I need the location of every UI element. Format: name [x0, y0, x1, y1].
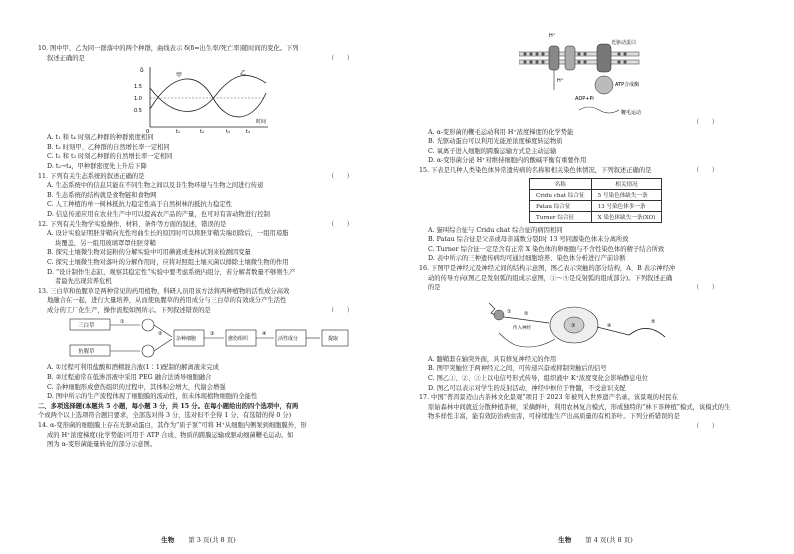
q13-line: 地融合在一起，进行大量培养，从而使鱼腥草的药用成分与三白草的有效成分产生活性: [47, 297, 287, 305]
q10-option-c: C. t₂ 和 t₃ 时刻乙种群的自然增长率一定相同: [47, 153, 173, 161]
graph-tick: t₂: [200, 129, 204, 134]
q11-option-a: A. 生态系统中的信息只能在不同生物之间以及非生物环境与生物之间进行传递: [47, 182, 264, 190]
flow-box-5: 活性成分: [278, 336, 299, 343]
q16-line: 的是 （ ）: [428, 284, 718, 292]
q12-line: A. 设计实验证明胚芽鞘向光性弯曲生长的原因时可以将胚芽鞘尖端切除后，一组用琼脂: [47, 230, 289, 238]
q14-line: 图为 α-变形菌能量转化的部分示意图。: [47, 441, 157, 449]
q12-line: B. 探究土壤微生物对淀粉的分解实验中可用碘液或斐林试剂来检测因变量: [47, 249, 251, 257]
graph-ytick: 1.0: [134, 96, 142, 103]
flow-step-4: ④: [262, 331, 267, 338]
q10-option-b: B. t₂ 时刻甲、乙种群的自然增长率一定相同: [47, 143, 170, 151]
q15-option-c: C. Turner 综合征一定是含有正常 X 染色体的卵细胞与不含性染色体的精子结合所致: [428, 245, 665, 253]
q13-option-a: A. ①过程可利用盐酸和酒精混合液(1∶1)配制的解离液来完成: [47, 364, 219, 372]
q12-line: C. 探究土壤微生物对落叶的分解作用时，应将对照组土壤灭菌以排除土壤微生物的作用: [47, 258, 289, 266]
flow-step-1: ①: [120, 319, 125, 326]
table-row: Patau 综合征 13 号染色体多一条: [530, 200, 662, 211]
fig16-label-2: ②: [524, 310, 529, 317]
curve-yi: [150, 76, 266, 112]
flow-box-6: 提取: [328, 336, 339, 343]
graph-x-label: 时间: [256, 119, 267, 126]
q15-option-d: D. 表中所示的三种遗传病均可通过细胞培养、染色体分析进行产前诊断: [428, 255, 626, 263]
fig16-label-5: ⑤: [651, 318, 656, 325]
q16-line: 16. 下图甲是神经元及神经元间的结构示意图，图乙表示突触的部分结构，A、B 表示神经冲: [419, 264, 676, 272]
section-2-heading: 二、多项选择题(本题共 5 小题，每小题 3 分，共 15 分。在每小题给出的四个选项中，有两: [38, 402, 299, 410]
flow-box-3: 杂种细胞: [176, 336, 197, 343]
q12-line: D. “设计制作生态缸，观察其稳定性”实验中要考虑系统内组分，若分解者数量不够则生产: [47, 268, 296, 276]
q14-option-d: D. α-变形菌分泌 H⁺对维持细胞内的酸碱平衡有重要作用: [428, 157, 587, 165]
fig16-tag: 传入神经: [513, 325, 531, 331]
q13-option-d: D. 图中所示的生产流程体现了细胞膜的流动性，但未体现植物细胞的全能性: [47, 393, 258, 401]
flow-step-2: ②: [158, 331, 163, 338]
q13-option-c: C. 杂种细胞形成愈伤组织的过程中，其体积会增大，代谢会增强: [47, 383, 226, 391]
fig14-h-side: H⁺: [557, 78, 564, 84]
fig14-reaction-label: ADP+Pi: [575, 96, 594, 102]
table-row: Turner 综合征 X 染色体缺失一条(XO): [530, 211, 662, 222]
q13-line: 成分的工厂化生产，操作流程如图所示。下列叙述错误的是 （ ）: [47, 306, 353, 314]
q14-option-c: C. 氧离子进入细胞的跨膜运输方式是主动运输: [428, 147, 557, 155]
left-page: 10. 图中甲、乙为同一群落中的两个种群，曲线表示 δ(δ=出生率/死亡率)随时间的变化。下列 叙述正确的是 （ ） δ 1.5 1.0 0.5 甲 乙 0 t₁ t₂ t₃ t₄ 时间 A. t₁ 和 t₄ 时刻乙种群的种群密度相同 B. t₂ 时刻甲、乙种群的自然增长率一定相同 C. t₂ 和 t₃ 时刻乙种群的自然增长率一定相同 D. t₂→t₄，甲种群密度先上升后下降 11. 下列有关生态系统的叙述正确的是 （ ） A. 生态系统中的信息只能在不同生物之间以及非生物环境与生物之间进行传递 B. 生态系统的结构就是食物链和食物网 C. 人工种植的单一树林抵抗力稳定性高于自然树林的抵抗力稳定性 D. 信息传递应用在农业生产中可以提高农产品的产量，也可对有害动物进行控制 12. 下列有关生物学实验操作、材料、条件等方面的叙述，错误的是 （ ） A. 设计实验证明胚芽鞘向光性弯曲生长的原因时可以将胚芽鞘尖端切除后，一组用琼脂 块覆盖，另一组用玻璃罩罩住胚芽鞘 B. 探究土壤微生物对淀粉的分解实验中可用碘液或斐林试剂来检测因变量 C. 探究土壤微生物对落叶的分解作用时，应将对照组土壤灭菌以排除土壤微生物的作用 D. “设计制作生态缸，观察其稳定性”实验中要考虑系统内组分，若分解者数量不够则生产 者最先出现营养危机 13. 三白草和鱼腥草是两种常见的药用植物，科研人员用该方法将两种植物的活性成分高效 地融合在一起，进行大量培养，从而使鱼腥草的药用成分与三白草的有效成分产生活性 成分的工厂化生产，操作流程如图所示。下列叙述错误的是 （ ） 三白草 鱼腥草 ① ② 杂种细胞 ③ 愈伤组织 ④ 活性成分 提取 A. ①过程可利用盐酸和酒精混合液(1∶1)配制的解离液来完成 B. ②过程通常在低渗溶液中采用 PEG 融合法诱导细胞融合 C. 杂种细胞形成愈伤组织的过程中，其体积会增大，代谢会增强 D. 图中所示的生产流程体现了细胞膜的流动性，但未体现植物细胞的全能性 二、多项选择题(本题共 5 小题，每小题 3 分，共 15 分。在每小题给出的四个选项中，有两 个或两个以上选项符合题目要求，全部选对得 3 分，选对但不全得 1 分，有选错的得 0 分) 14. α-变形菌的细胞膜上存在光驱动蛋白，其作为“质子泵”可将 H⁺从细胞内侧泵到细胞膜外，形 成的 H⁺浓度梯度(化学势能)可用于 ATP 合成、物质的跨膜运输或驱动细菌鞭毛运动。如 图为 α-变形菌能量转化的部分示意图。 生物 第 3 页(共 8 页): [0, 0, 397, 554]
q17-paren-row: （ ）: [692, 422, 718, 430]
graph-tick: 0: [146, 129, 150, 134]
graph-tick: t₁: [176, 129, 180, 134]
q11-option-d: D. 信息传递应用在农业生产中可以提高农产品的产量，也可对有害动物进行控制: [47, 210, 270, 218]
q11-option-b: B. 生态系统的结构就是食物链和食物网: [47, 191, 157, 199]
population-graph: [128, 63, 278, 133]
right-page: [397, 0, 794, 554]
q13-flowchart: [38, 315, 375, 363]
light-pump: [549, 46, 559, 70]
q10-graph: [38, 63, 375, 133]
q15-option-b: B. Patau 综合征是父亲或母亲减数分裂Ⅰ时 13 号同源染色体未分离所致: [428, 236, 629, 244]
q17-line: 原始森林中间就近分散种植茶树，采摘鲜叶，利用农林复合模式，形成独特的“林下茶种植”模式，该模式的生: [428, 403, 731, 411]
q17-line: 物多样性丰富，能有效防治病虫害，可持续地生产出高质量的有机茶叶。下列分析错误的是: [428, 413, 680, 421]
q17-line: 17. 中国“普洱景迈山古茶林文化景观”项目于 2023 年被列入世界遗产名录。该景观的村民在: [419, 394, 678, 402]
fig14-h-top: H⁺: [549, 33, 556, 39]
q14-option-b: B. 光驱动蛋白可以利用光能逆浓度梯度转运物质: [428, 138, 563, 146]
q13-line: 13. 三白草和鱼腥草是两种常见的药用植物，科研人员用该方法将两种植物的活性成分高效: [38, 287, 290, 295]
q16-option-b: B. 图甲突触位于两神经元之间，可传递兴奋或抑制突触后的信号: [428, 365, 607, 373]
graph-ytick: 1.5: [134, 84, 142, 91]
q16-line: 动的传导方向(图乙是发射弧的组成示意图，①～⑤是反射弧的组成部分)。下列叙述正确: [428, 274, 673, 282]
q12-line: 块覆盖，另一组用玻璃罩罩住胚芽鞘: [55, 239, 156, 247]
q11-stem: 11. 下列有关生态系统的叙述正确的是 （ ）: [38, 172, 353, 180]
q10-option-d: D. t₂→t₄，甲种群密度先上升后下降: [47, 162, 147, 170]
q10-option-a: A. t₁ 和 t₄ 时刻乙种群的种群密度相同: [47, 134, 154, 142]
q12-stem: 12. 下列有关生物学实验操作、材料、条件等方面的叙述，错误的是 （ ）: [38, 220, 353, 228]
q16-option-d: D. 图乙可以表示对学生的反射活动，神经中枢位于脊髓，不受意识支配: [428, 384, 626, 392]
fig16-label-4: ④: [607, 322, 612, 329]
flow-box-2: 鱼腥草: [78, 349, 95, 356]
graph-tick: t₃: [226, 129, 230, 134]
q16-figure: [419, 293, 756, 355]
q14-line: 成的 H⁺浓度梯度(化学势能)可用于 ATP 合成、物质的跨膜运输或驱动细菌鞭毛运动。如: [47, 431, 294, 439]
fig14-motor-label: 鞭毛运动: [621, 110, 642, 116]
table-header: 相关情况: [591, 178, 662, 189]
q16-option-a: A. 髓鞘套在轴突外面，具有修复神经元的作用: [428, 355, 557, 363]
q15-stem: 15. 下表是几种人类染色体异常遗传病的名称和相关染色体情况，下列叙述正确的是 （ ）: [419, 166, 718, 174]
q11-option-c: C. 人工种植的单一树林抵抗力稳定性高于自然树林的抵抗力稳定性: [47, 201, 232, 209]
curve-label-yi: 乙: [240, 70, 247, 78]
left-footer: 生物 第 3 页(共 8 页): [161, 536, 236, 544]
graph-ytick: 0.5: [134, 108, 142, 115]
q14-line: 14. α-变形菌的细胞膜上存在光驱动蛋白，其作为“质子泵”可将 H⁺从细胞内侧泵到细胞膜外，形: [38, 422, 307, 430]
q13-option-b: B. ②过程通常在低渗溶液中采用 PEG 融合法诱导细胞融合: [47, 374, 212, 382]
table-row: Cridu chat 综合征 5 号染色体缺失一条: [530, 189, 662, 200]
q14-paren-row: （ ）: [692, 119, 718, 126]
curve-label-jia: 甲: [176, 72, 183, 80]
right-footer: 生物 第 4 页(共 8 页): [558, 536, 633, 544]
q15-table: [529, 178, 662, 223]
section-2-note: 个或两个以上选项符合题目要求，全部选对得 3 分，选对但不全得 1 分，有选错的得 0 分): [38, 412, 292, 420]
fig16-label-1: ①: [507, 308, 512, 315]
q14-figure: [419, 30, 756, 118]
fig14-atp-label: ATP合成酶: [615, 82, 640, 88]
table-header: 名称: [530, 178, 592, 189]
fig14-pump-label: 光驱动蛋白: [611, 40, 637, 46]
fig16-label-3: ③: [571, 322, 576, 329]
q12-line: 者最先出现营养危机: [55, 278, 112, 286]
graph-tick: t₄: [246, 129, 250, 134]
flow-box-1: 三白草: [78, 323, 95, 330]
flow-step-3: ③: [210, 331, 215, 338]
q15-option-a: A. 猫叫综合征与 Cridu chat 综合征的病因相同: [428, 226, 563, 234]
flow-box-4: 愈伤组织: [228, 336, 249, 343]
q16-option-c: C. 图乙①、②、③上以电信号形式传导，组织液中 K⁺浓度变化会影响静息电位: [428, 374, 649, 382]
q10-stem: 10. 图中甲、乙为同一群落中的两个种群，曲线表示 δ(δ=出生率/死亡率)随时间的变化。下列: [38, 45, 299, 52]
graph-y-label: δ: [140, 67, 144, 75]
q14-option-a: A. α-变形菌的鞭毛运动利用 H⁺浓度梯度的化学势能: [428, 128, 574, 136]
atp-synthase: [597, 44, 611, 72]
